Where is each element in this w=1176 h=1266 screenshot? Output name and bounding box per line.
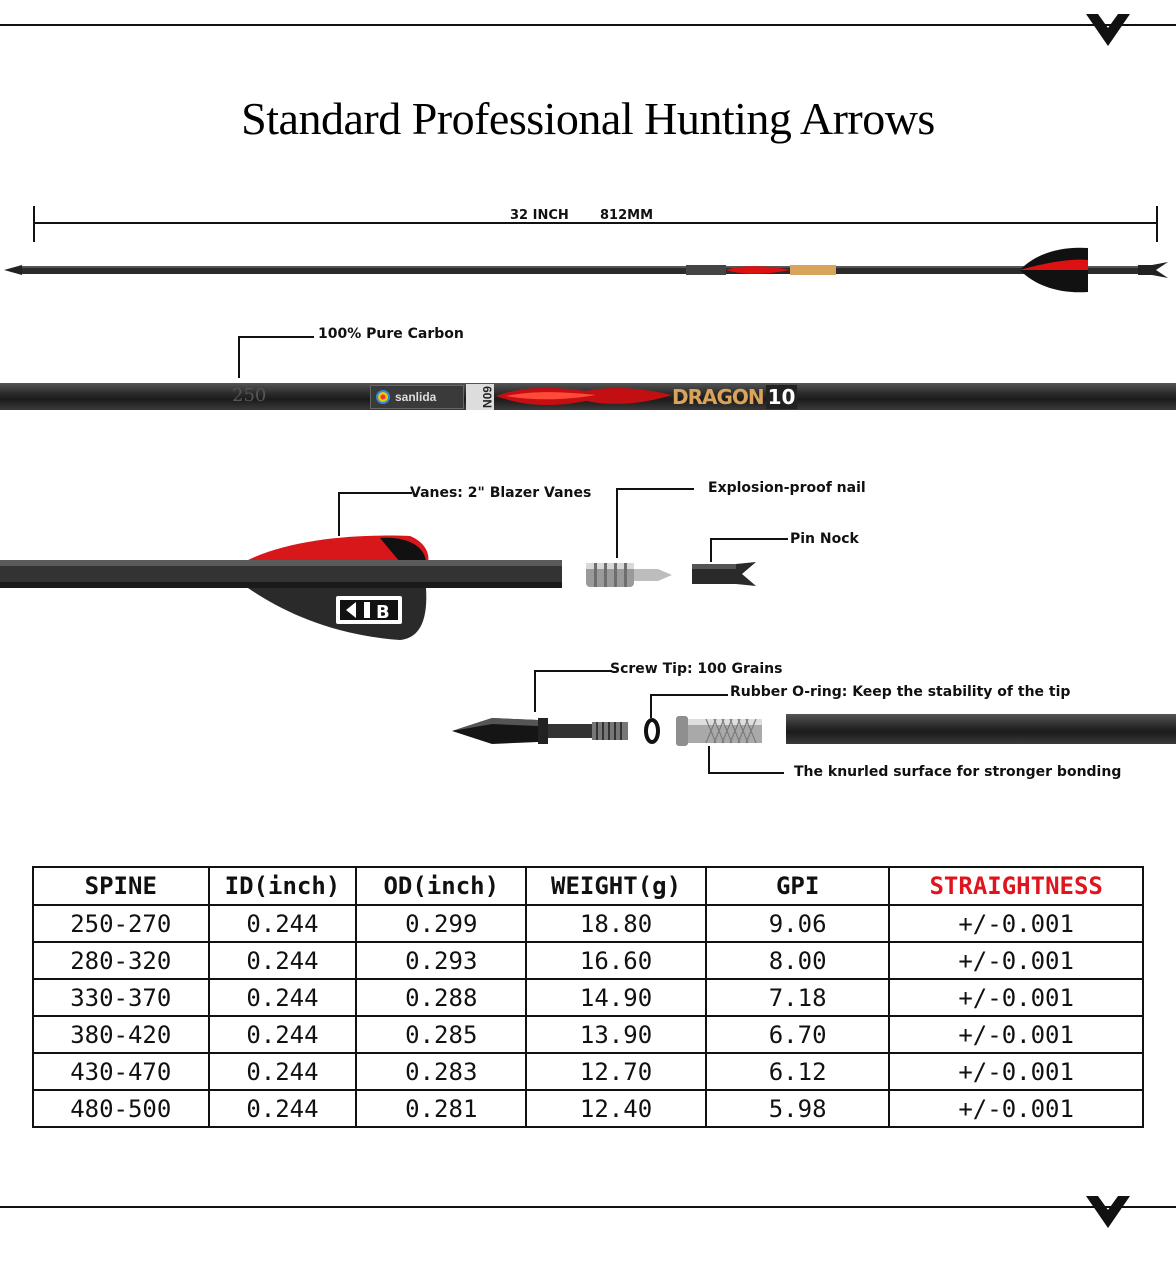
cell-id: 0.244 bbox=[209, 1016, 357, 1053]
header-weight: WEIGHT(g) bbox=[526, 867, 706, 905]
cell-spine: 330-370 bbox=[33, 979, 209, 1016]
top-divider bbox=[0, 24, 1176, 26]
svg-text:B: B bbox=[376, 602, 390, 623]
cell-id: 0.244 bbox=[209, 979, 357, 1016]
shaft-flame-graphic bbox=[496, 383, 672, 410]
cell-straightness: +/-0.001 bbox=[889, 905, 1143, 942]
dimension-line bbox=[34, 222, 1158, 224]
length-inch: 32 INCH bbox=[510, 208, 569, 223]
shaft-end bbox=[786, 714, 1176, 744]
rubber-o-ring bbox=[644, 718, 660, 744]
header-id: ID(inch) bbox=[209, 867, 357, 905]
cell-spine: 250-270 bbox=[33, 905, 209, 942]
table-header-row bbox=[33, 867, 1143, 905]
cell-od: 0.281 bbox=[356, 1090, 526, 1127]
table-row bbox=[33, 942, 1143, 979]
shaft-spine-print: 250 bbox=[232, 385, 267, 406]
cell-spine: 480-500 bbox=[33, 1090, 209, 1127]
shaft-model-name bbox=[672, 384, 797, 410]
pin-nock bbox=[692, 562, 758, 586]
tip-leader-h bbox=[534, 670, 612, 672]
nock-leader-v bbox=[710, 538, 712, 562]
screw-tip bbox=[452, 714, 632, 748]
shaft-model-print: 60N bbox=[466, 384, 494, 410]
callout-vanes: Vanes: 2" Blazer Vanes bbox=[410, 485, 592, 501]
cell-straightness: +/-0.001 bbox=[889, 1016, 1143, 1053]
cell-straightness: +/-0.001 bbox=[889, 942, 1143, 979]
cell-spine: 430-470 bbox=[33, 1053, 209, 1090]
cell-od: 0.288 bbox=[356, 979, 526, 1016]
callout-tip: Screw Tip: 100 Grains bbox=[610, 661, 783, 677]
callout-oring: Rubber O-ring: Keep the stability of the tip bbox=[730, 684, 1071, 700]
cell-weight: 12.70 bbox=[526, 1053, 706, 1090]
callout-nock: Pin Nock bbox=[790, 531, 859, 547]
cell-od: 0.285 bbox=[356, 1016, 526, 1053]
cell-gpi: 9.06 bbox=[706, 905, 889, 942]
header-od: OD(inch) bbox=[356, 867, 526, 905]
cell-gpi: 8.00 bbox=[706, 942, 889, 979]
cell-straightness: +/-0.001 bbox=[889, 1090, 1143, 1127]
cell-gpi: 7.18 bbox=[706, 979, 889, 1016]
tip-leader-v bbox=[534, 670, 536, 712]
dimension-tick-right bbox=[1156, 206, 1158, 242]
callout-knurled: The knurled surface for stronger bonding bbox=[794, 764, 1122, 780]
full-arrow bbox=[0, 240, 1176, 300]
carbon-leader-h bbox=[238, 336, 314, 338]
callout-carbon: 100% Pure Carbon bbox=[318, 326, 464, 342]
cell-gpi: 6.12 bbox=[706, 1053, 889, 1090]
cell-weight: 12.40 bbox=[526, 1090, 706, 1127]
chevron-down-icon bbox=[1086, 14, 1130, 48]
shaft-name-text: DRAGON bbox=[672, 385, 764, 409]
explosion-proof-nail bbox=[586, 560, 676, 590]
table-row bbox=[33, 905, 1143, 942]
cell-straightness: +/-0.001 bbox=[889, 979, 1143, 1016]
shaft-suffix-text: 10 bbox=[767, 385, 796, 409]
cell-spine: 380-420 bbox=[33, 1016, 209, 1053]
shaft-brand-logo bbox=[370, 385, 464, 409]
cell-od: 0.293 bbox=[356, 942, 526, 979]
cell-id: 0.244 bbox=[209, 1090, 357, 1127]
nail-leader-v bbox=[616, 488, 618, 558]
vanes-leader-h bbox=[338, 492, 412, 494]
carbon-leader-v bbox=[238, 336, 240, 378]
header-spine: SPINE bbox=[33, 867, 209, 905]
table-row bbox=[33, 1016, 1143, 1053]
cell-weight: 18.80 bbox=[526, 905, 706, 942]
cell-spine: 280-320 bbox=[33, 942, 209, 979]
nock-leader-h bbox=[710, 538, 788, 540]
dimension-tick-left bbox=[33, 206, 35, 242]
shaft-brand-text: sanlida bbox=[395, 390, 437, 404]
spec-table bbox=[32, 866, 1144, 1128]
cell-weight: 16.60 bbox=[526, 942, 706, 979]
knurled-insert bbox=[676, 716, 764, 746]
table-row bbox=[33, 979, 1143, 1016]
table-row bbox=[33, 1053, 1143, 1090]
callout-nail: Explosion-proof nail bbox=[708, 480, 866, 496]
oring-leader-v bbox=[650, 694, 652, 718]
cell-od: 0.283 bbox=[356, 1053, 526, 1090]
cell-id: 0.244 bbox=[209, 942, 357, 979]
nail-leader-h bbox=[616, 488, 694, 490]
cell-id: 0.244 bbox=[209, 1053, 357, 1090]
length-mm: 812MM bbox=[600, 208, 654, 223]
header-gpi: GPI bbox=[706, 867, 889, 905]
table-row bbox=[33, 1090, 1143, 1127]
cell-gpi: 5.98 bbox=[706, 1090, 889, 1127]
knurled-leader-h bbox=[708, 772, 784, 774]
cell-weight: 13.90 bbox=[526, 1016, 706, 1053]
page-title: Standard Professional Hunting Arrows bbox=[241, 93, 935, 144]
chevron-down-icon bbox=[1086, 1196, 1130, 1230]
cell-gpi: 6.70 bbox=[706, 1016, 889, 1053]
vane-shaft-assembly bbox=[0, 530, 570, 645]
cell-od: 0.299 bbox=[356, 905, 526, 942]
brand-target-icon bbox=[375, 389, 391, 405]
cell-id: 0.244 bbox=[209, 905, 357, 942]
knurled-leader-v bbox=[708, 746, 710, 774]
bottom-divider bbox=[0, 1206, 1176, 1208]
cell-weight: 14.90 bbox=[526, 979, 706, 1016]
header-straightness: STRAIGHTNESS bbox=[889, 867, 1143, 905]
cell-straightness: +/-0.001 bbox=[889, 1053, 1143, 1090]
oring-leader-h bbox=[650, 694, 728, 696]
